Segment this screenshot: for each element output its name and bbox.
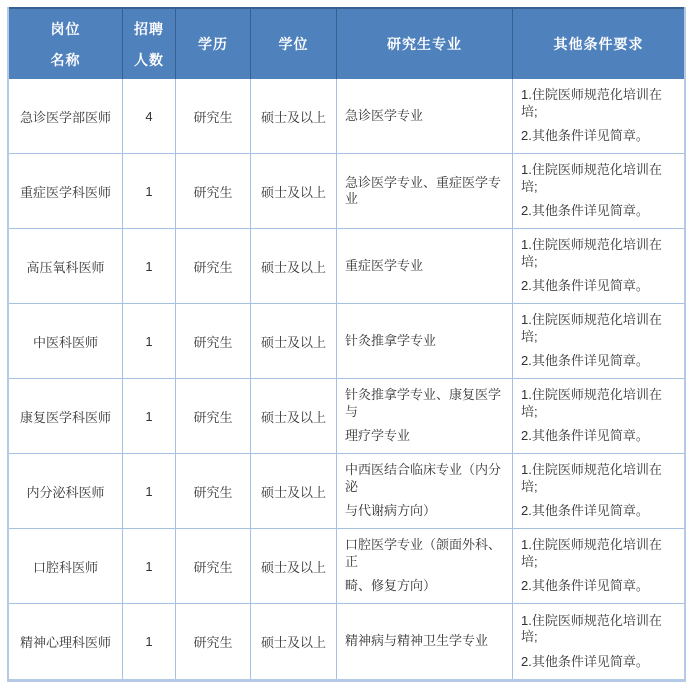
cell-position <box>9 604 123 679</box>
major-line: 与代谢病方向） <box>345 503 437 519</box>
education-text: 研究生 <box>193 635 233 650</box>
education-text: 研究生 <box>193 259 233 275</box>
cell-degree <box>251 229 337 304</box>
table-row <box>9 529 684 604</box>
header-requirements: 其他条件要求 <box>553 36 644 52</box>
cell-count <box>123 229 176 304</box>
requirement-line: 1.住院医师规范化培训在培; <box>521 462 662 494</box>
cell-degree <box>251 304 337 379</box>
header-education: 学历 <box>176 9 251 79</box>
requirement-line: 1.住院医师规范化培训在培; <box>521 387 662 419</box>
education-text: 研究生 <box>193 559 233 575</box>
table-row <box>9 154 684 229</box>
cell-requirements <box>513 529 684 604</box>
education-text: 研究生 <box>193 109 233 125</box>
degree-text: 硕士及以上 <box>260 109 326 125</box>
header-count-line1: 招聘 <box>134 20 164 37</box>
education-text: 研究生 <box>193 484 233 500</box>
cell-degree <box>251 604 337 679</box>
table-row <box>9 229 684 304</box>
header-count-line2: 人数 <box>134 51 164 68</box>
cell-requirements <box>513 454 684 529</box>
table-row <box>9 604 684 679</box>
requirement-line: 2.其他条件详见简章。 <box>521 578 649 594</box>
cell-requirements <box>513 229 684 304</box>
position-text: 康复医学科医师 <box>19 409 111 425</box>
position-text: 中医科医师 <box>32 334 98 350</box>
education-text: 研究生 <box>193 334 233 350</box>
count-text: 1 <box>145 333 153 349</box>
requirement-line: 1.住院医师规范化培训在培; <box>521 87 662 119</box>
count-text: 1 <box>145 483 153 499</box>
major-line: 精神病与精神卫生学专业 <box>345 633 489 649</box>
position-text: 急诊医学部医师 <box>19 109 111 125</box>
requirement-line: 2.其他条件详见简章。 <box>521 654 649 670</box>
table-body <box>9 79 684 679</box>
header-position-line2: 名称 <box>50 51 81 68</box>
cell-position <box>9 529 123 604</box>
position-text: 口腔科医师 <box>32 559 98 575</box>
position-text: 精神心理科医师 <box>19 635 111 650</box>
count-text: 1 <box>145 183 153 199</box>
count-text: 1 <box>145 258 153 274</box>
cell-count <box>123 304 176 379</box>
degree-text: 硕士及以上 <box>260 484 326 500</box>
cell-education <box>176 304 251 379</box>
major-line: 中西医结合临床专业（内分泌 <box>345 462 502 494</box>
header-degree: 学位 <box>251 9 337 79</box>
requirement-line: 2.其他条件详见简章。 <box>521 503 649 519</box>
cell-major <box>337 304 513 379</box>
degree-text: 硕士及以上 <box>260 409 326 425</box>
header-major: 研究生专业 <box>337 9 513 79</box>
requirement-line: 2.其他条件详见简章。 <box>521 353 649 369</box>
count-text: 4 <box>145 108 153 124</box>
position-text: 内分泌科医师 <box>26 484 105 500</box>
cell-major <box>337 79 513 154</box>
degree-text: 硕士及以上 <box>260 334 326 350</box>
cell-requirements <box>513 154 684 229</box>
major-line: 理疗学专业 <box>345 428 411 444</box>
cell-degree <box>251 154 337 229</box>
table-row <box>9 79 684 154</box>
cell-count <box>123 604 176 679</box>
requirement-line: 1.住院医师规范化培训在培; <box>521 537 662 569</box>
cell-position <box>9 79 123 154</box>
cell-education <box>176 154 251 229</box>
cell-education <box>176 79 251 154</box>
count-text: 1 <box>145 558 153 574</box>
cell-count <box>123 454 176 529</box>
cell-position <box>9 304 123 379</box>
table-row <box>9 379 684 454</box>
cell-requirements <box>513 604 684 679</box>
cell-major <box>337 529 513 604</box>
header-count <box>123 9 176 79</box>
requirement-line: 1.住院医师规范化培训在培; <box>521 237 662 269</box>
degree-text: 硕士及以上 <box>260 635 326 650</box>
count-text: 1 <box>145 634 153 649</box>
cell-count <box>123 79 176 154</box>
requirement-line: 2.其他条件详见简章。 <box>521 128 649 144</box>
education-text: 研究生 <box>193 184 233 200</box>
cell-position <box>9 454 123 529</box>
requirement-line: 1.住院医师规范化培训在培; <box>521 162 662 194</box>
cell-count <box>123 154 176 229</box>
degree-text: 硕士及以上 <box>260 559 326 575</box>
major-line: 针灸推拿学专业、康复医学与 <box>345 387 502 419</box>
major-line: 畸、修复方向） <box>345 578 437 594</box>
table-header-row <box>9 7 684 79</box>
cell-education <box>176 229 251 304</box>
education-text: 研究生 <box>193 409 233 425</box>
major-line: 针灸推拿学专业 <box>345 332 437 348</box>
cell-position <box>9 229 123 304</box>
table-row <box>9 304 684 379</box>
degree-text: 硕士及以上 <box>260 259 326 275</box>
cell-position <box>9 379 123 454</box>
requirement-line: 2.其他条件详见简章。 <box>521 278 649 294</box>
major-line: 急诊医学专业、重症医学专业 <box>345 174 502 206</box>
requirement-line: 1.住院医师规范化培训在培; <box>521 612 662 644</box>
requirement-line: 2.其他条件详见简章。 <box>521 428 649 444</box>
cell-degree <box>251 79 337 154</box>
cell-requirements <box>513 79 684 154</box>
cell-education <box>176 454 251 529</box>
cell-count <box>123 379 176 454</box>
cell-major <box>337 454 513 529</box>
cell-education <box>176 379 251 454</box>
cell-major <box>337 154 513 229</box>
major-line: 急诊医学专业 <box>345 107 424 123</box>
position-text: 重症医学科医师 <box>19 184 111 200</box>
cell-requirements <box>513 379 684 454</box>
cell-degree <box>251 454 337 529</box>
recruitment-table <box>7 7 686 682</box>
cell-degree <box>251 529 337 604</box>
header-position <box>9 9 123 79</box>
cell-count <box>123 529 176 604</box>
requirement-line: 1.住院医师规范化培训在培; <box>521 312 662 344</box>
major-line: 重症医学专业 <box>345 257 424 273</box>
cell-education <box>176 529 251 604</box>
header-position-line1: 岗位 <box>50 20 81 37</box>
major-line: 口腔医学专业（颌面外科、正 <box>345 537 502 569</box>
table-row <box>9 454 684 529</box>
cell-requirements <box>513 304 684 379</box>
position-text: 高压氧科医师 <box>26 259 105 275</box>
cell-education <box>176 604 251 679</box>
count-text: 1 <box>145 408 153 424</box>
degree-text: 硕士及以上 <box>260 184 326 200</box>
cell-major <box>337 604 513 679</box>
cell-degree <box>251 379 337 454</box>
cell-major <box>337 229 513 304</box>
cell-position <box>9 154 123 229</box>
cell-major <box>337 379 513 454</box>
requirement-line: 2.其他条件详见简章。 <box>521 203 649 219</box>
